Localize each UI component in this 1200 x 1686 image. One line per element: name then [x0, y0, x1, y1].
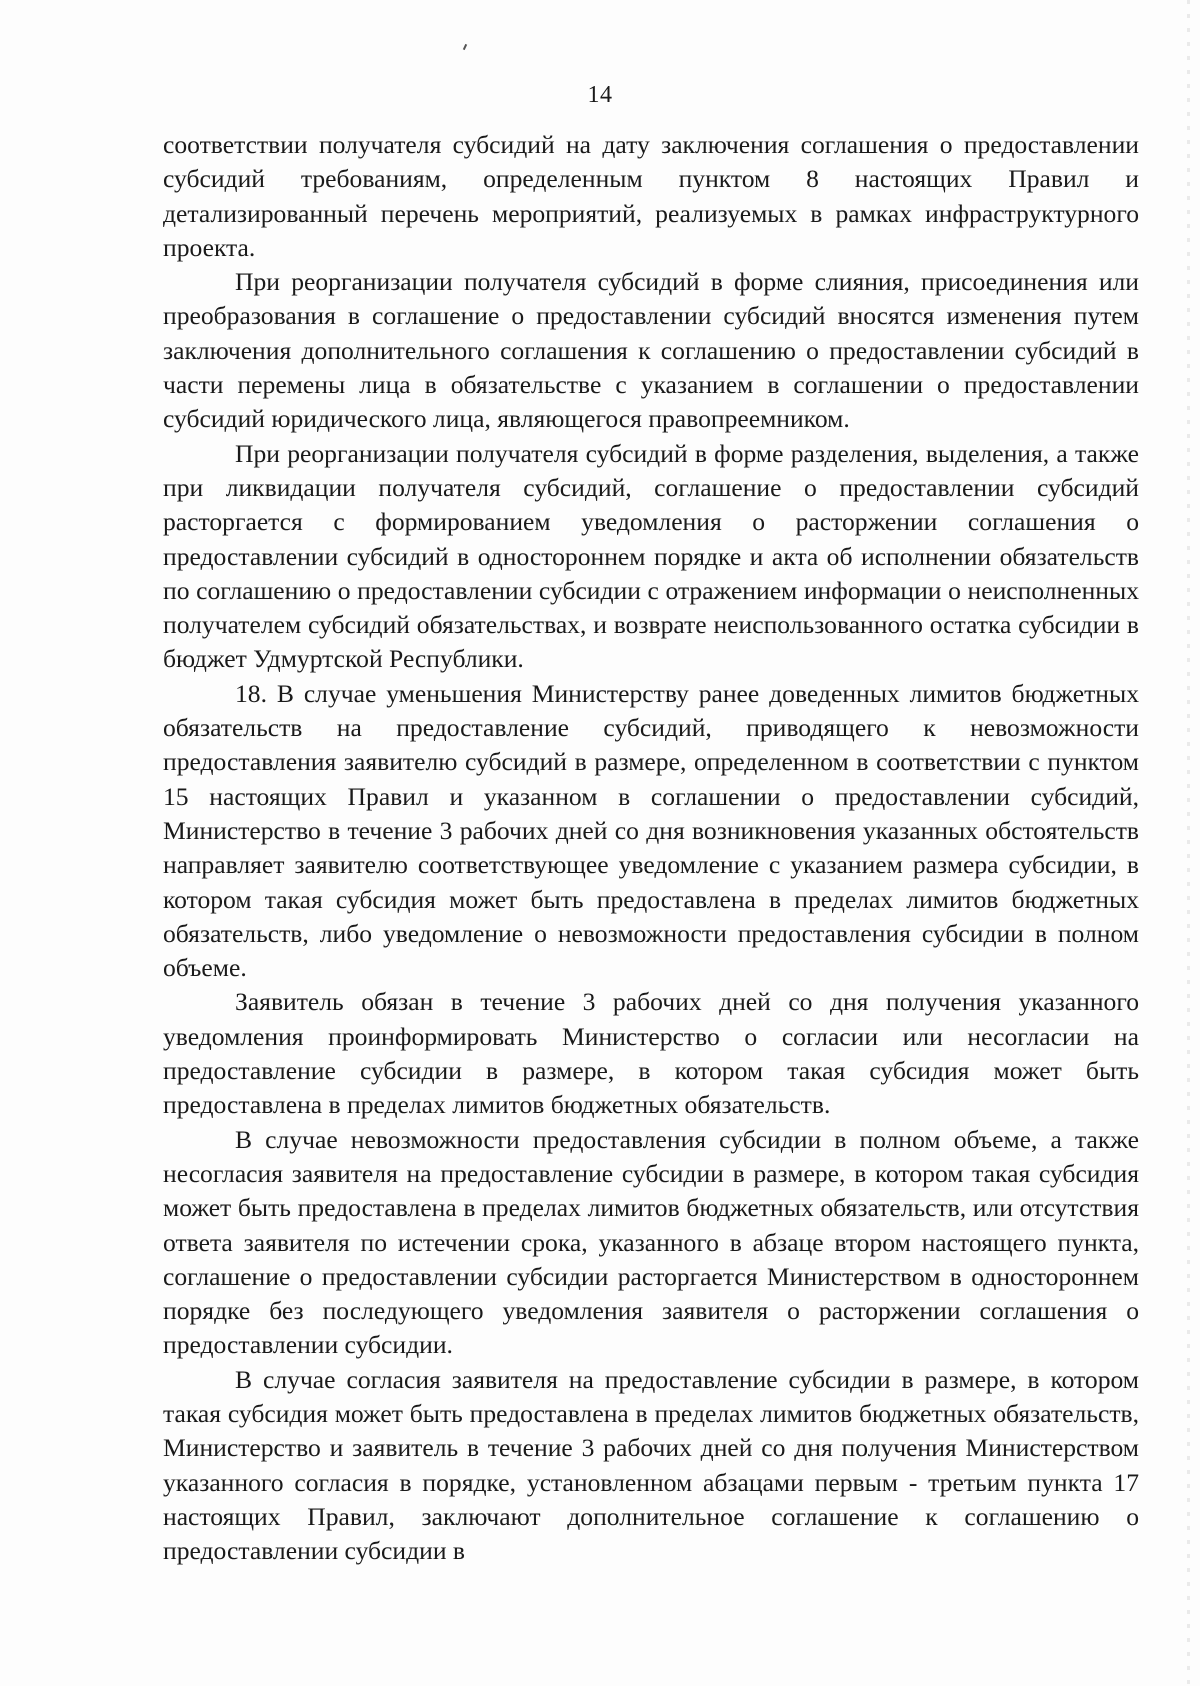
paragraph-reorganization-division: При реорганизации получателя субсидий в форме разделения, выделения, а также при ликвидации получателя субсидий, соглашение о предоставлении субсидий расторгается с формированием уведомления о расторжении соглашения о предоставлении субсидий в одностороннем порядке и акта об исполнении обязательств по соглашению о предоставлении субсидии с отражением информации о неисполненных получателем субсидий обязательствах, и возврате неиспользованного остатка субсидии в бюджет Удмуртской Республики.	[163, 438, 1139, 674]
scan-speck	[463, 44, 467, 50]
paragraph-consent: В случае согласия заявителя на предоставление субсидии в размере, в котором такая субсидия может быть предоставлена в пределах лимитов бюджетных обязательств, Министерство и заявитель в течение 3 рабочих дней со дня получения Министерством указанного согласия в порядке, установленном абзацами первым - третьим пункта 17 настоящих Правил, заключают дополнительное соглашение к соглашению о предоставлении субсидии в	[163, 1364, 1139, 1566]
page-number: 14	[587, 82, 613, 108]
document-body	[163, 128, 1139, 1568]
paragraph-clause-18: 18. В случае уменьшения Министерству ранее доведенных лимитов бюджетных обязательств на предоставление субсидий, приводящего к невозможности предоставления заявителю субсидий в размере, определенном в соответствии с пунктом 15 настоящих Правил и указанном в соглашении о предоставлении субсидий, Министерство в течение 3 рабочих дней со дня возникновения указанных обстоятельств направляет заявителю соответствующее уведомление с указанием размера субсидии, в котором такая субсидия может быть предоставлена в пределах лимитов бюджетных обязательств, либо уведомление о невозможности предоставления субсидии в полном объеме.	[163, 678, 1139, 983]
paragraph-termination: В случае невозможности предоставления субсидии в полном объеме, а также несогласия заявителя на предоставление субсидии в размере, в котором такая субсидия может быть предоставлена в пределах лимитов бюджетных обязательств, или отсутствия ответа заявителя по истечении срока, указанного в абзаце втором настоящего пункта, соглашение о предоставлении субсидии расторгается Министерством в одностороннем порядке без последующего уведомления заявителя о расторжении соглашения о предоставлении субсидии.	[163, 1124, 1139, 1360]
scan-edge-artifact	[1187, 0, 1190, 1686]
paragraph-continued: соответствии получателя субсидий на дату заключения соглашения о предоставлении субсидий требованиям, определенным пунктом 8 настоящих Правил и детализированный перечень мероприятий, реализуемых в рамках инфраструктурного проекта.	[163, 130, 1139, 262]
paragraph-reorganization-merger: При реорганизации получателя субсидий в форме слияния, присоединения или преобразования в соглашение о предоставлении субсидий вносятся изменения путем заключения дополнительного соглашения к соглашению о предоставлении субсидий в части перемены лица в обязательстве с указанием в соглашении о предоставлении субсидий юридического лица, являющегося правопреемником.	[163, 267, 1139, 434]
paragraph-applicant-obligation: Заявитель обязан в течение 3 рабочих дней со дня получения указанного уведомления проинформировать Министерство о согласии или несогласии на предоставление субсидии в размере, в котором такая субсидия может быть предоставлена в пределах лимитов бюджетных обязательств.	[163, 987, 1139, 1120]
